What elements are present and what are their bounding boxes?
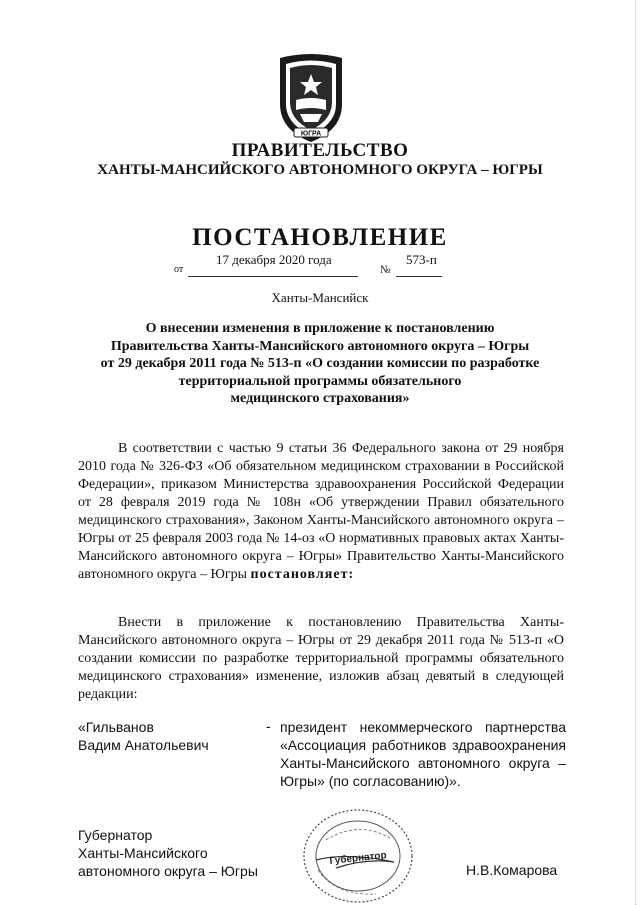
stamp-label: Губернатор bbox=[328, 850, 388, 867]
official-stamp bbox=[296, 800, 420, 904]
member-role: президент некоммерческого партнерства «Ассоциация работников здравоохранения Ханты-Мансийского автономного округа – Югры» (по согласованию)». bbox=[280, 719, 566, 789]
position-line2: Ханты-Мансийского bbox=[78, 845, 208, 861]
member-name-line1: «Гильванов bbox=[78, 719, 154, 735]
preamble-paragraph bbox=[78, 440, 564, 584]
amendment-paragraph: Внести в приложение к постановлению Правительства Ханты-Мансийского автономного округа – Югры от 29 декабря 2011 года № 513-п «О создании комиссии по разработке территориальной программы обязательного медицинского страхования» изменение, изложив абзац девятый в следующей редакции: bbox=[78, 615, 564, 702]
resolves-keyword: постановляет: bbox=[250, 567, 355, 582]
signatory-name: Н.В.Комарова bbox=[466, 862, 558, 878]
document-subject: О внесении изменения в приложение к постановлению Правительства Ханты-Мансийского автономного округа – Югры от 29 декабря 2011 года № 513-п «О создании комиссии по разработке территориальной программы обязательного медицинского страхования» bbox=[100, 321, 540, 406]
emblem-caption: ЮГРА bbox=[300, 130, 322, 138]
date-underline bbox=[188, 276, 358, 277]
coat-of-arms-emblem bbox=[272, 52, 350, 144]
document-title: ПОСТАНОВЛЕНИЕ bbox=[192, 224, 448, 251]
number-label: № bbox=[380, 264, 391, 276]
region-heading: ХАНТЫ-МАНСИЙСКОГО АВТОНОМНОГО ОКРУГА – ЮГРЫ bbox=[97, 162, 543, 178]
scan-edge bbox=[634, 0, 636, 905]
government-heading: ПРАВИТЕЛЬСТВО bbox=[231, 140, 409, 161]
date-prefix-label: от bbox=[174, 264, 184, 275]
document-number: 573-п bbox=[406, 252, 437, 267]
position-line3: автономного округа – Югры bbox=[78, 863, 258, 879]
position-line1: Губернатор bbox=[78, 827, 153, 843]
signatory-position bbox=[78, 826, 278, 880]
city-label: Ханты-Мансийск bbox=[271, 290, 369, 305]
preamble-text: В соответствии с частью 9 статьи 36 Федерального закона от 29 ноября 2010 года № 326-ФЗ «Об обязательном медицинском страховании в Российской Федерации», приказом Министерства здравоохранения Российской Федерации от 28 февраля 2019 года № 108н «Об утверждении Правил обязательного медицинского страхования», Законом Ханты-Мансийского автономного округа – Югры от 25 февраля 2003 года № 14-оз «О нормативных правовых актах Ханты-Мансийского автономного округа – Югры» Правительство Ханты-Мансийского автономного округа – Югры bbox=[78, 441, 564, 582]
member-dash: - bbox=[266, 718, 271, 734]
date-number-row bbox=[170, 252, 470, 276]
document-date: 17 декабря 2020 года bbox=[216, 252, 332, 267]
number-underline bbox=[396, 276, 442, 277]
member-name bbox=[78, 718, 268, 754]
member-name-line2: Вадим Анатольевич bbox=[78, 737, 209, 753]
